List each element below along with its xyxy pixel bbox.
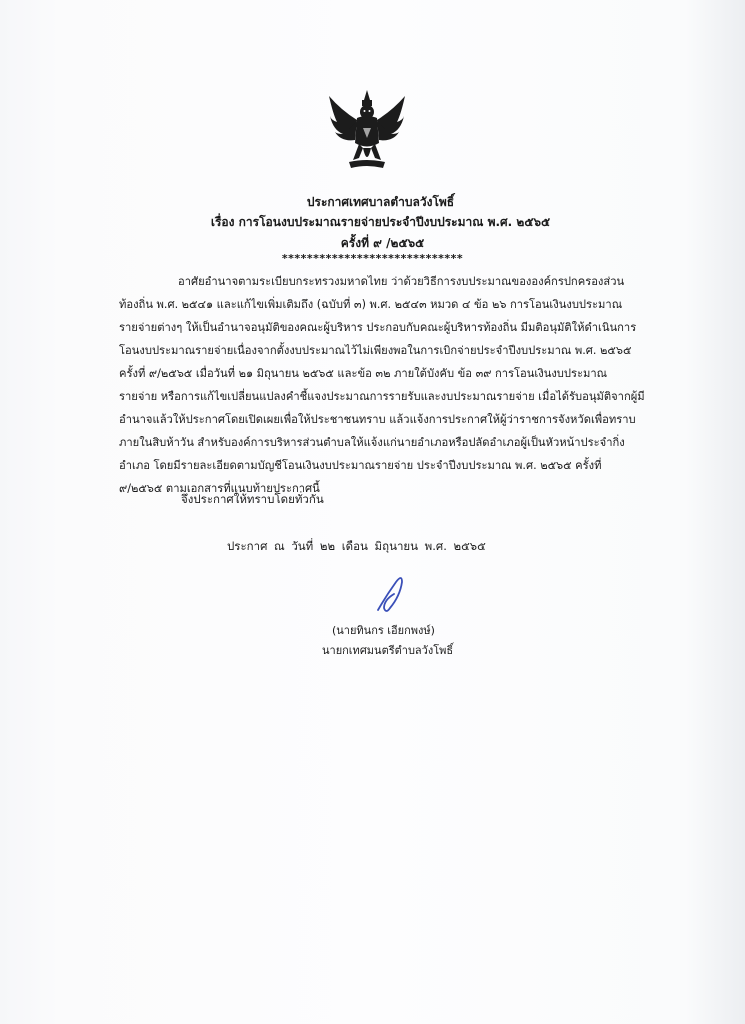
body-line: ๙/๒๕๖๕ ตามเอกสารที่แนบท้ายประกาศนี้: [119, 482, 320, 495]
signer-title: นายกเทศมนตรีตำบลวังโพธิ์: [322, 644, 454, 657]
body-line: อำเภอ โดยมีรายละเอียดตามบัญชีโอนเงินงบประมาณรายจ่าย ประจำปีงบประมาณ พ.ศ. ๒๕๖๕ ครั้งที่: [119, 459, 602, 472]
body-line: รายจ่ายต่างๆ ให้เป็นอำนาจอนุมัติของคณะผู้บริหาร ประกอบกับคณะผู้บริหารท้องถิ่น มีมติอนุมัติให้ดำเนินการ: [119, 321, 637, 334]
announcement-date: ประกาศ ณ วันที่ ๒๒ เดือน มิถุนายน พ.ศ. ๒๕๖๕: [227, 539, 486, 553]
announcement-number: ครั้งที่ ๙ /๒๕๖๕: [340, 236, 425, 250]
body-line: ครั้งที่ ๙/๒๕๖๕ เมื่อวันที่ ๒๑ มิถุนายน ๒๕๖๕ และข้อ ๓๒ ภายใต้บังคับ ข้อ ๓๙ การโอนเงินงบประมาณ: [119, 367, 608, 380]
closing-statement: จึงประกาศให้ทราบโดยทั่วกัน: [181, 492, 324, 506]
body-line: อาศัยอำนาจตามระเบียบกระทรวงมหาดไทย ว่าด้วยวิธีการงบประมาณขององค์กรปกครองส่วน: [178, 275, 625, 288]
separator: *****************************: [281, 252, 464, 265]
body-line: ภายในสิบห้าวัน สำหรับองค์การบริหารส่วนตำบลให้แจ้งแก่นายอำเภอหรือปลัดอำเภอผู้เป็นหัวหน้าประจำกิ่ง: [119, 436, 625, 449]
subject-line: เรื่อง การโอนงบประมาณรายจ่ายประจำปีงบประมาณ พ.ศ. ๒๕๖๕: [210, 215, 551, 229]
body-line: อำนาจแล้วให้ประกาศโดยเปิดเผยเพื่อให้ประชาชนทราบ แล้วแจ้งการประกาศให้ผู้ว่าราชการจังหวัดเพื่อทราบ: [119, 413, 636, 426]
signature: [372, 574, 416, 616]
body-text: [119, 270, 677, 500]
body-line: ท้องถิ่น พ.ศ. ๒๕๔๑ และแก้ไขเพิ่มเติมถึง (ฉบับที่ ๓) พ.ศ. ๒๕๔๓ หมวด ๔ ข้อ ๒๖ การโอนเงินงบประมาณ: [119, 298, 623, 311]
body-line: โอนงบประมาณรายจ่ายเนื่องจากตั้งงบประมาณไว้ไม่เพียงพอในการเบิกจ่ายประจำปีงบประมาณ พ.ศ. ๒๕๖๕: [119, 344, 632, 357]
garuda-emblem-icon: [327, 88, 407, 174]
announcement-title: ประกาศเทศบาลตำบลวังโพธิ์: [306, 195, 455, 209]
body-line: รายจ่าย หรือการแก้ไขเปลี่ยนแปลงคำชี้แจงประมาณการรายรับและงบประมาณรายจ่าย เมื่อได้รับอนุมัติจากผู้มี: [119, 390, 645, 403]
signer-name: (นายทินกร เอียกพงษ์): [332, 624, 435, 637]
